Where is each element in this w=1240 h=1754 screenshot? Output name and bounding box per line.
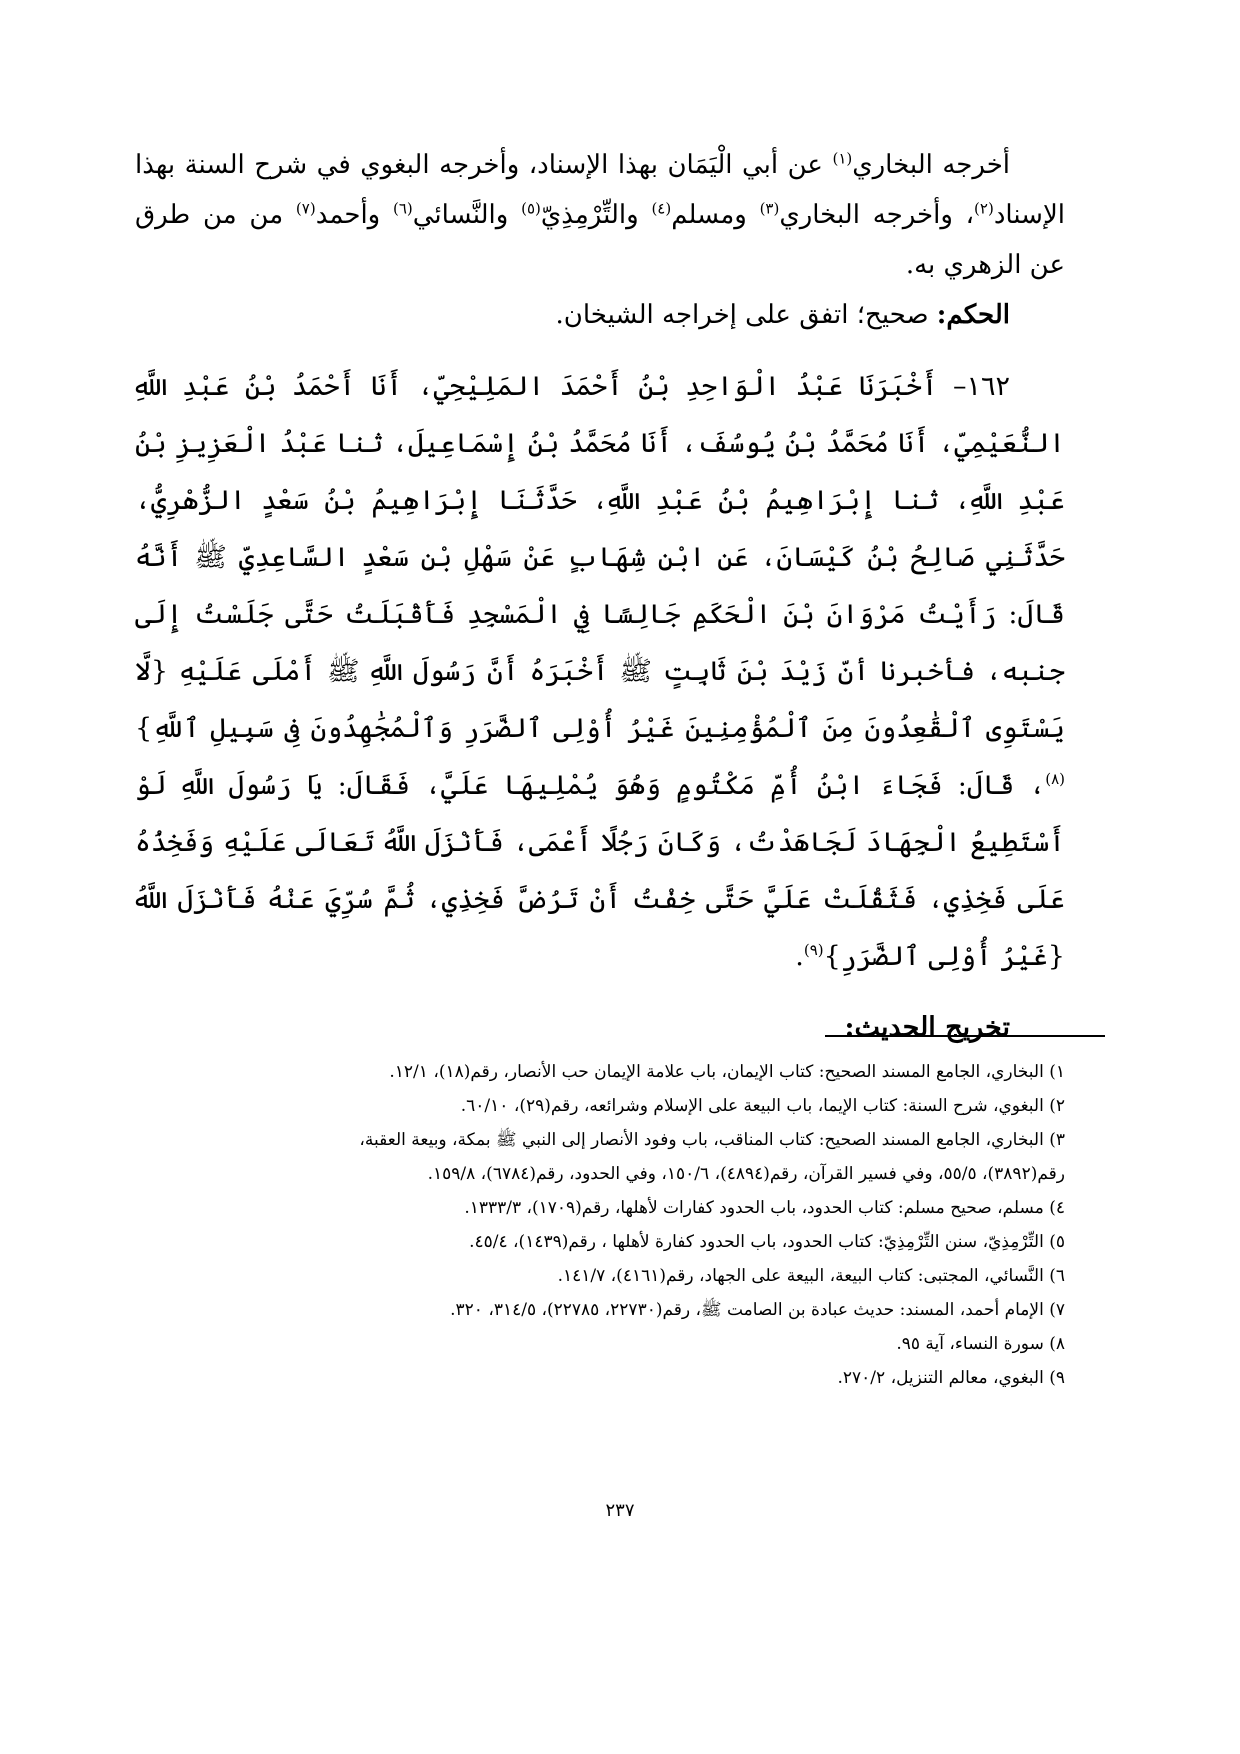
text-run: والتِّرْمِذِيّ — [540, 200, 652, 230]
footnote-8: ٨) سورة النساء، آية ٩٥. — [896, 1334, 1065, 1354]
ruling-text: صحيح؛ اتفق على إخراجه الشيخان. — [555, 300, 937, 330]
footnote-ref-8[interactable]: (٨) — [1045, 770, 1065, 788]
footnote-7: ٧) الإمام أحمد، المسند: حديث عبادة بن الصامت ﷺ، رقم(٢٢٧٣٠، ٢٢٧٨٥)، ٣١٤/٥، ٣٢٠. — [450, 1300, 1065, 1320]
footnote-1: ١) البخاري، الجامع المسند الصحيح: كتاب الإيمان، باب علامة الإيمان حب الأنصار، رقم(١٨)، ١٢/١. — [389, 1062, 1065, 1082]
text-run: ، وأخرجه البخاري — [779, 200, 975, 230]
footnote-ref-6[interactable]: (٦) — [392, 199, 413, 218]
footnote-ref-7[interactable]: (٧) — [295, 199, 316, 218]
text-run: ومسلم — [671, 200, 760, 230]
ruling-label: الحكم: — [936, 300, 1010, 330]
footnote-ref-5[interactable]: (٥) — [521, 199, 541, 218]
text-run: أخرجه البخاري — [852, 150, 1010, 180]
hadith-end: . — [795, 941, 804, 972]
footnote-5: ٥) التِّرْمِذِيّ، سنن التِّرْمِذِيّ: كتاب الحدود، باب الحدود كفارة لأهلها ، رقم(١٤٣٩)، ٤٥/٤. — [469, 1232, 1065, 1252]
footnote-divider — [825, 1035, 1105, 1037]
footnote-3: ٣) البخاري، الجامع المسند الصحيح: كتاب المناقب، باب وفود الأنصار إلى النبي ﷺ بمكة، وبيعة العقبة، — [359, 1130, 1065, 1150]
page-body — [135, 140, 1065, 1053]
takhrij-paragraph — [135, 140, 1065, 290]
text-run: عن أبي الْيَمَان بهذا الإسناد، وأخرجه البغوي في شرح السنة بهذا الإسناد — [135, 150, 1066, 230]
page-number: ٢٣٧ — [605, 1500, 635, 1521]
hadith-isnad-matn: ١٦٢– أَخْبَرَنَا عَبْدُ الْوَاحِدِ بْنُ أَحْمَدَ المَلِيْحِيّ، أَنَا أَحْمَدُ بْنُ عَبْدِ اللَّهِ النُّعَيْمِيّ، أَنَا مُحَمَّدُ بْنُ يُوسُفَ، أَنَا مُحَمَّدُ بْنُ إِسْمَاعِيلَ، ثنا عَبْدُ الْعَزِيزِ بْنُ عَبْدِ اللَّهِ، ثنا إِبْرَاهِيمُ بْنُ عَبْدِ اللَّهِ، حَدَّثَنَا إِبْرَاهِيمُ بْنُ سَعْدٍ الزُّهْرِيُّ، حَدَّثَنِي صَالِحُ بْنُ كَيْسَانَ، عَنِ ابْنِ شِهَابٍ عَنْ سَهْلِ بْنِ سَعْدٍ السَّاعِدِيِّ ﷺ أَنَّهُ قَالَ: رَأَيْتُ مَرْوَانَ بْنَ الْحَكَمِ جَالِسًا فِي الْمَسْجِدِ فَأَقْبَلَتُ حَتَّى جَلَسْتُ إِلَى جنبه، فأخبرنا أنّ زَيْدَ بْنَ ثَابِتٍ ﷺ أَخْبَرَهُ أَنَّ رَسُولَ اللَّهِ ﷺ أَمْلَى عَلَيْهِ {لَّا يَسْتَوِى ٱلْقَٰعِدُونَ مِنَ ٱلْمُؤْمِنِينَ غَيْرُ أُوْلِى ٱلضَّرَرِ وَٱلْمُجَٰهِدُونَ فِى سَبِيلِ ٱللَّهِ} — [135, 371, 1065, 744]
footnotes-list — [135, 1055, 1065, 1395]
footnote-ref-4[interactable]: (٤) — [651, 199, 672, 218]
hadith-continuation: ، قَالَ: فَجَاءَ ابْنُ أُمِّ مَكْتُومٍ وَهُوَ يُمْلِيهَا عَلَيَّ، فَقَالَ: يَا رَسُولَ اللَّهِ لَوْ أَسْتَطِيعُ الْجِهَادَ لَجَاهَدْتُ، وَكَانَ رَجُلًا أَعْمَى، فَأَنْزَلَ اللَّهُ تَعَالَى عَلَيْهِ وَفَخِذُهُ عَلَى فَخِذِي، فَثَقُلَتْ عَلَيَّ حَتَّى خِفْتُ أَنْ تَرُضَّ فَخِذِي، ثُمَّ سُرِّيَ عَنْهُ فَأَنْزَلَ اللَّهُ {غَيْرُ أُوْلِى ٱلضَّرَرِ} — [135, 770, 1065, 972]
section-heading: تخريج الحديث: — [844, 1012, 1010, 1043]
footnote-6: ٦) النَّسائي، المجتبى: كتاب البيعة، البيعة على الجهاد، رقم(٤١٦١)، ١٤١/٧. — [557, 1266, 1065, 1286]
text-run: من من طرق عن الزهري به. — [135, 200, 1065, 280]
ruling-line — [135, 290, 1065, 340]
footnote-ref-3[interactable]: (٣) — [759, 199, 780, 218]
footnote-ref-9[interactable]: (٩) — [803, 941, 824, 959]
footnote-9: ٩) البغوي، معالم التنزيل، ٢٧٠/٢. — [837, 1368, 1065, 1388]
footnote-3-continued: رقم(٣٨٩٢)، ٥٥/٥، وفي فسير القرآن، رقم(٤٨٩٤)، ١٥٠/٦، وفي الحدود، رقم(٦٧٨٤)، ١٥٩/٨. — [427, 1164, 1065, 1184]
footnote-ref-1[interactable]: (١) — [832, 149, 853, 168]
footnote-4: ٤) مسلم، صحيح مسلم: كتاب الحدود، باب الحدود كفارات لأهلها، رقم(١٧٠٩)، ١٣٣٣/٣. — [464, 1198, 1065, 1218]
footnote-ref-2[interactable]: (٢) — [974, 199, 994, 218]
footnote-2: ٢) البغوي، شرح السنة: كتاب الإيما، باب البيعة على الإسلام وشرائعه، رقم(٢٩)، ٦٠/١٠. — [460, 1096, 1065, 1116]
hadith-text — [135, 358, 1065, 985]
text-run: وأحمد — [315, 200, 393, 230]
text-run: والنَّسائي — [412, 200, 522, 230]
